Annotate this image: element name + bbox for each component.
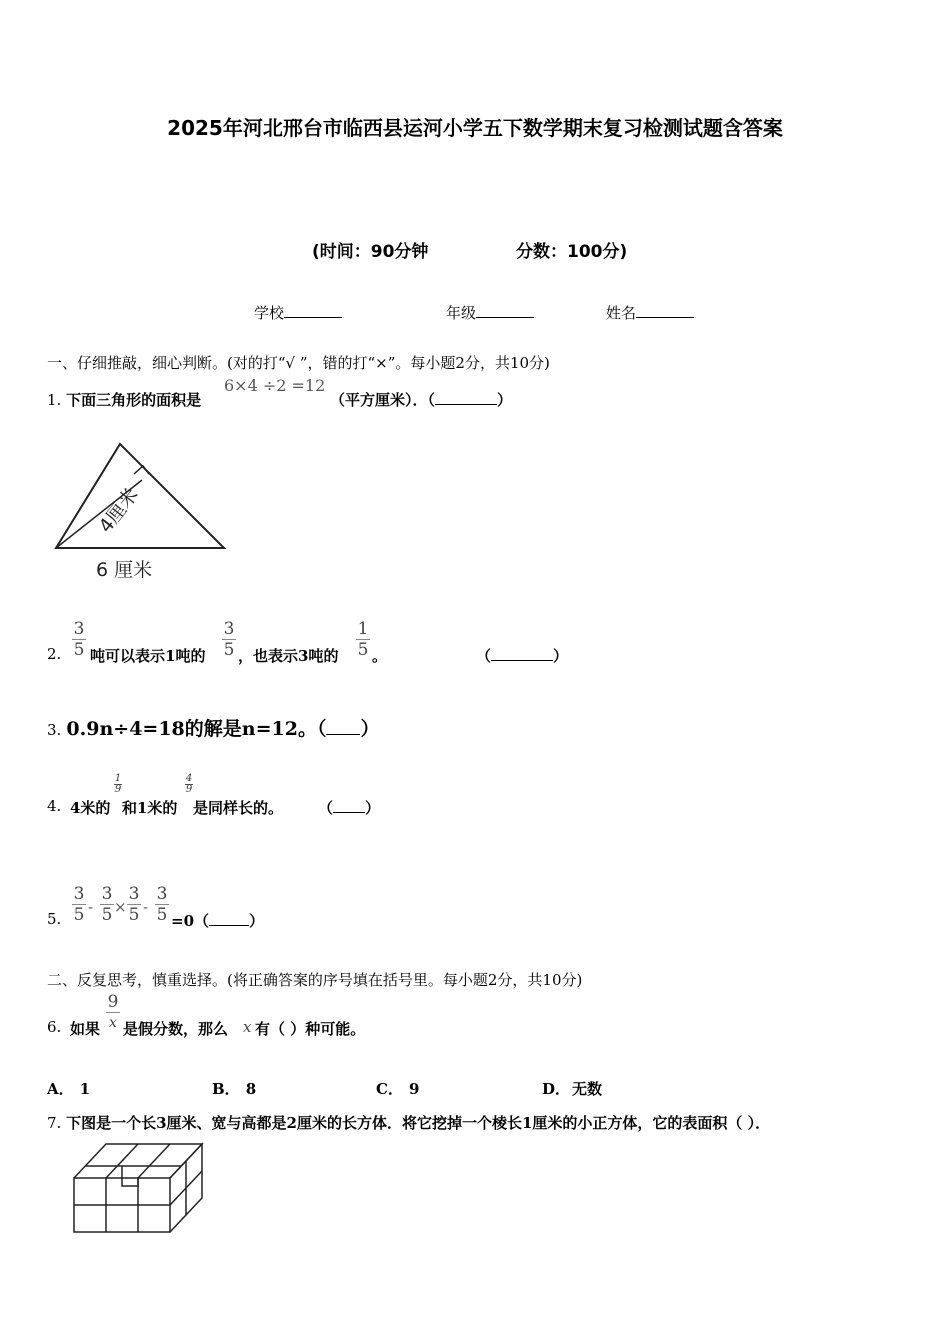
- q2-answer-blank[interactable]: [491, 646, 553, 661]
- school-label: 学校: [254, 304, 285, 322]
- q7-number: 7.: [47, 1114, 62, 1132]
- question-1: [47, 389, 201, 410]
- q6-option-b[interactable]: B． 8: [212, 1080, 257, 1098]
- q7-text: 下图是一个长3厘米、宽与高都是2厘米的长方体．将它挖掉一个棱长1厘米的小正方体，它的表面积（ ）．: [66, 1114, 771, 1132]
- q1-expression: 6×4 ÷2 =12: [224, 376, 326, 395]
- q2-fraction-b: 3 5: [223, 619, 235, 660]
- side-label: 4厘米: [94, 484, 143, 538]
- q4-number: 4.: [47, 797, 62, 815]
- q1-close: ）: [497, 391, 513, 409]
- right-angle-mark: [134, 466, 149, 474]
- q1-triangle-figure: [48, 438, 238, 588]
- grade-field: [446, 302, 534, 323]
- q6-text-c: 有（ ）种可能。: [255, 1020, 366, 1038]
- q4-text-b: 和1米的: [122, 799, 178, 817]
- q3-number: 3.: [47, 721, 62, 739]
- q5-answer: =0（ ）: [171, 912, 265, 930]
- q2-text-a: 吨可以表示1吨的: [90, 647, 206, 665]
- q5-fraction-4: 3 5: [156, 884, 168, 925]
- school-field: [254, 302, 342, 323]
- q5-fraction-3: 3 5: [128, 884, 140, 925]
- q5-op-1: -: [88, 898, 94, 916]
- question-3: 3. 0.9n÷4=18的解是n=12。（ ）: [47, 718, 380, 740]
- page-title: 2025年河北邢台市临西县运河小学五下数学期末复习检测试题含答案: [167, 116, 783, 140]
- q6-variable: x: [243, 1018, 252, 1036]
- q1-text: 下面三角形的面积是: [66, 391, 202, 409]
- exam-score: 分数：100分): [516, 242, 628, 262]
- q4-answer-blank[interactable]: [333, 798, 365, 813]
- q2-answer: （ ）: [476, 647, 569, 665]
- grade-blank[interactable]: [476, 303, 534, 318]
- q2-number: 2.: [47, 645, 62, 663]
- q2-text-c: 。: [372, 647, 388, 665]
- q6-option-a[interactable]: A． 1: [47, 1080, 91, 1098]
- q1-answer: [330, 389, 512, 410]
- q6-option-c[interactable]: C． 9: [376, 1080, 420, 1098]
- q4-text-c: 是同样长的。: [193, 799, 284, 817]
- grade-label: 年级: [446, 304, 477, 322]
- q1-number: 1.: [47, 391, 62, 409]
- question-7: [47, 1112, 770, 1133]
- base-label: 6 厘米: [96, 559, 153, 581]
- school-blank[interactable]: [284, 303, 342, 318]
- exam-time: (时间：90分钟: [312, 242, 429, 262]
- name-field: [606, 302, 694, 323]
- q2-text-b: ，也表示3吨的: [238, 647, 339, 665]
- q3-answer-blank[interactable]: [326, 720, 360, 735]
- q2-fraction-c: 1 5: [357, 619, 369, 660]
- q7-cuboid-figure: [70, 1140, 210, 1234]
- q6-option-d[interactable]: D． 无数: [542, 1080, 603, 1098]
- q2-fraction-a: 3 5: [73, 619, 85, 660]
- q5-op-2: ×: [114, 898, 127, 916]
- q6-text-b: 是假分数，那么: [123, 1020, 229, 1038]
- q6-fraction: 9 x: [107, 992, 119, 1031]
- q3-text: 0.9n÷4=18的解是n=12。（: [66, 718, 327, 740]
- section-1-heading: 一、仔细推敲，细心判断。(对的打“√ ”，错的打“×”。每小题2分，共10分): [47, 354, 550, 372]
- q1-suffix: （平方厘米）．（: [330, 391, 436, 409]
- name-label: 姓名: [606, 304, 637, 322]
- q4-fraction-b: 4 9: [185, 773, 193, 795]
- q1-answer-blank[interactable]: [435, 390, 497, 405]
- q6-text-a: 如果: [70, 1020, 101, 1038]
- q4-answer: （ ）: [318, 799, 381, 817]
- q4-fraction-a: 1 9: [114, 773, 122, 795]
- q5-answer-blank[interactable]: [209, 911, 249, 926]
- q5-fraction-2: 3 5: [101, 884, 113, 925]
- q6-number: 6.: [47, 1018, 62, 1036]
- q5-number: 5.: [47, 910, 62, 928]
- name-blank[interactable]: [636, 303, 694, 318]
- section-2-heading: 二、反复思考，慎重选择。(将正确答案的序号填在括号里。每小题2分，共10分): [47, 971, 583, 989]
- q4-text-a: 4米的: [70, 799, 111, 817]
- q5-op-3: -: [143, 898, 149, 916]
- q5-fraction-1: 3 5: [73, 884, 85, 925]
